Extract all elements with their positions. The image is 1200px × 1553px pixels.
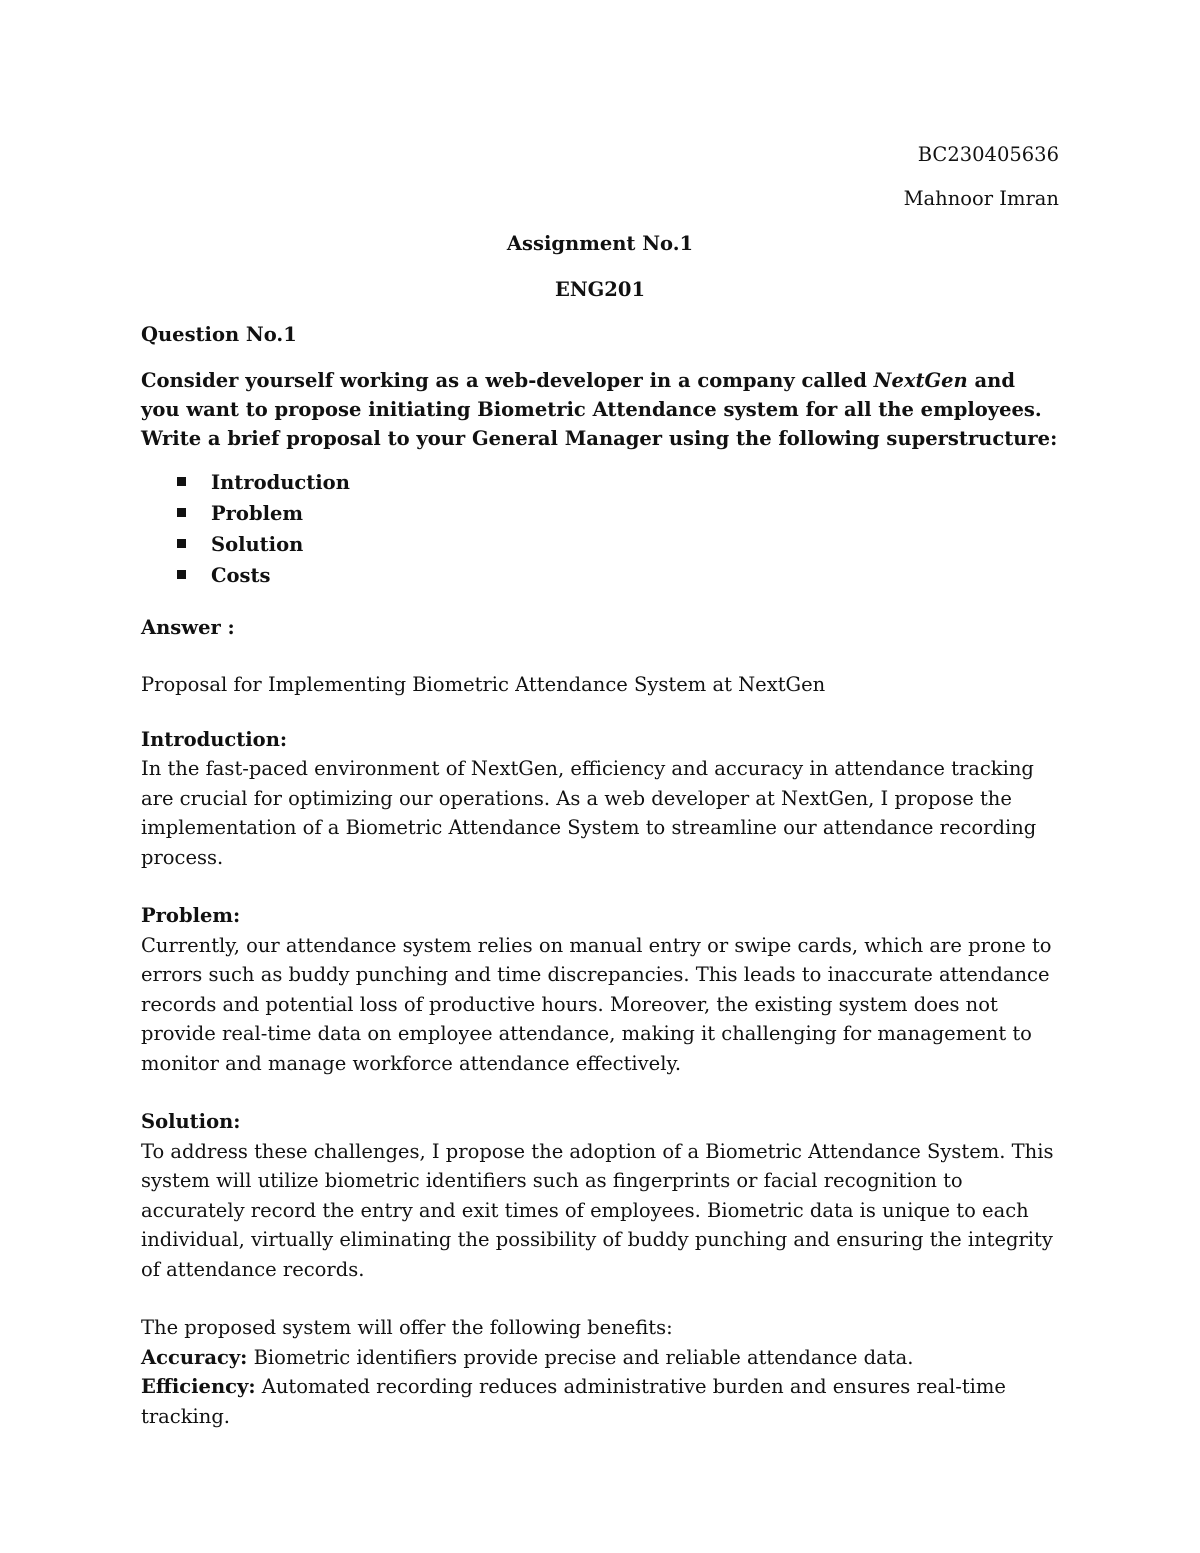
- solution-heading: Solution:: [141, 1110, 241, 1133]
- list-item: [211, 498, 1059, 529]
- course-code: ENG201: [554, 277, 646, 301]
- assignment-title: Assignment No.1: [506, 232, 694, 255]
- list-item: [211, 560, 1059, 591]
- solution-body: To address these challenges, I propose the adoption of a Biometric Attendance System. This system will utilize biometric identifiers such as fingerprints or facial recognition to accurately record the entry and exit times of employees. Biometric data is unique to each individual, virtually eliminating the possibility of buddy punching and ensuring the integrity of attendance records.: [141, 1139, 1054, 1281]
- introduction-body: In the fast-paced environment of NextGen, efficiency and accuracy in attendance tracking are crucial for optimizing our operations. As a web developer at NextGen, I propose the implementation of a Biometric Attendance System to streamline our attendance recording process.: [141, 757, 1037, 869]
- document-content: [141, 140, 1059, 1431]
- student-name: Mahnoor Imran: [903, 186, 1059, 210]
- answer-label: Answer :: [141, 615, 235, 639]
- question-label: Question No.1: [141, 323, 297, 346]
- introduction-heading: Introduction:: [141, 727, 288, 751]
- benefit-accuracy: [141, 1343, 1059, 1373]
- list-item-label: Problem: [211, 501, 304, 525]
- benefit-efficiency-label: Efficiency:: [141, 1375, 256, 1398]
- introduction-section: [141, 725, 1059, 873]
- list-item: [211, 529, 1059, 560]
- square-bullet-icon: [177, 570, 186, 579]
- problem-heading: Problem:: [141, 904, 241, 927]
- square-bullet-icon: [177, 477, 186, 486]
- benefit-efficiency: [141, 1372, 1059, 1431]
- prompt-part-1: Consider yourself working as a web-developer in a company called: [141, 368, 874, 392]
- square-bullet-icon: [177, 539, 186, 548]
- list-item-label: Costs: [211, 563, 271, 587]
- list-item: [211, 467, 1059, 498]
- prompt-part-2: and you want to propose initiating Biometric Attendance system for all the employees. Write a brief proposal to your General Manager using the following superstructure:: [141, 368, 1058, 450]
- prompt-company: NextGen: [873, 368, 968, 392]
- list-item-label: Introduction: [211, 470, 350, 494]
- question-prompt: [141, 366, 1059, 453]
- benefits-section: [141, 1313, 1059, 1431]
- student-id: BC230405636: [917, 143, 1059, 166]
- list-item-label: Solution: [211, 532, 304, 556]
- solution-section: [141, 1107, 1059, 1284]
- benefit-accuracy-text: Biometric identifiers provide precise and reliable attendance data.: [247, 1345, 914, 1369]
- problem-section: [141, 901, 1059, 1078]
- proposal-title: Proposal for Implementing Biometric Attendance System at NextGen: [141, 673, 826, 696]
- problem-body: Currently, our attendance system relies on manual entry or swipe cards, which are prone to errors such as buddy punching and time discrepancies. This leads to inaccurate attendance records and potential loss of productive hours. Moreover, the existing system does not provide real-time data on employee attendance, making it challenging for management to monitor and manage workforce attendance effectively.: [141, 933, 1052, 1075]
- superstructure-list: [141, 467, 1059, 591]
- benefits-intro: The proposed system will offer the following benefits:: [141, 1316, 673, 1339]
- square-bullet-icon: [177, 508, 186, 517]
- benefit-accuracy-label: Accuracy:: [141, 1345, 248, 1369]
- benefit-efficiency-text: Automated recording reduces administrative burden and ensures real-time tracking.: [141, 1375, 1006, 1428]
